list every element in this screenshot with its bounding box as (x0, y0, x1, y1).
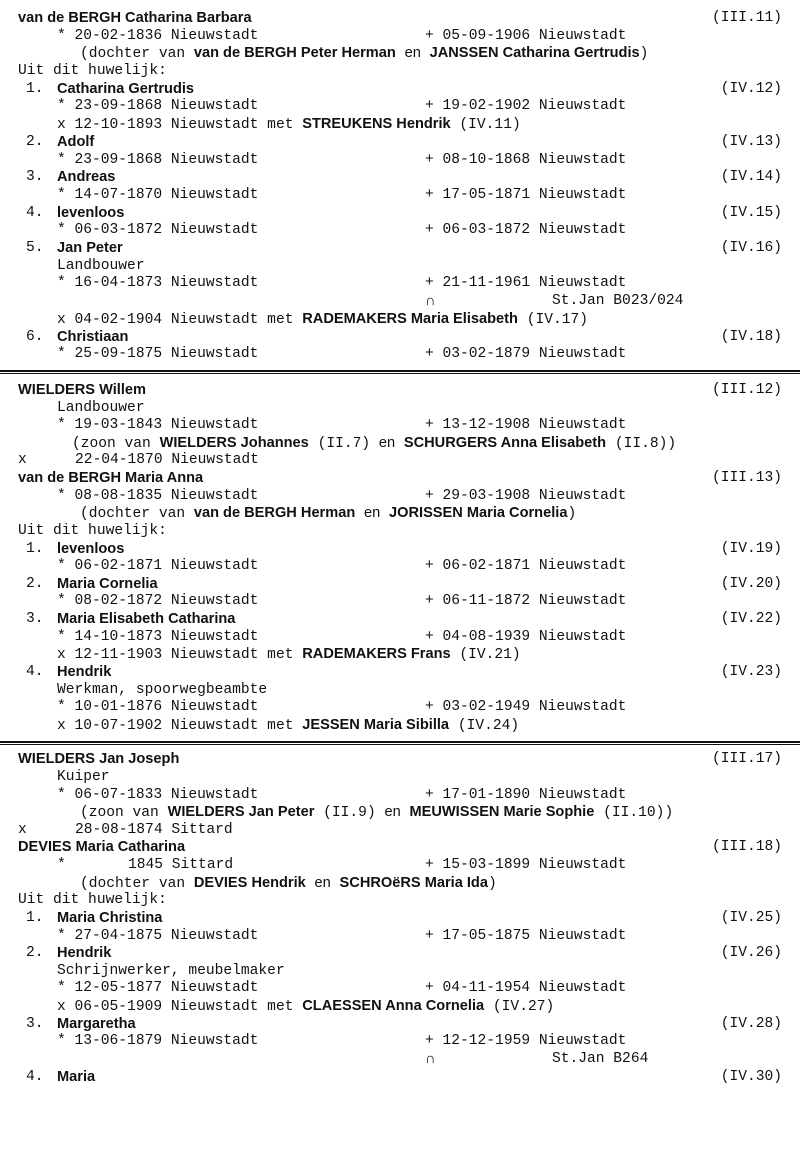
birth-death-row: * 23-09-1868 Nieuwstadt + 19-02-1902 Nieuwstadt (57, 98, 627, 114)
child-ref: (IV.26) (720, 945, 782, 961)
child-name: Catharina Gertrudis (57, 81, 195, 97)
burial-row: ∩ St.Jan B264 (425, 1051, 649, 1067)
birth-death-row: * 14-10-1873 Nieuwstadt + 04-08-1939 Nieuwstadt (57, 629, 627, 645)
child-ref: (IV.28) (720, 1016, 782, 1032)
birth-record: * 20-02-1836 Nieuwstadt (57, 28, 259, 44)
child-name: levenloos (57, 205, 125, 221)
occupation-row: Schrijnwerker, meubelmaker (57, 963, 285, 979)
child-row: 4. Maria (IV.30) (26, 1069, 782, 1085)
birth-death-row (0, 27, 800, 45)
child-row: 3. Maria Elisabeth Catharina (IV.22) (26, 611, 782, 627)
birth-death-row: * 1845 Sittard + 15-03-1899 Nieuwstadt (57, 857, 627, 873)
person-name: DEVIES Maria Catharina (18, 839, 186, 855)
person-ref: (III.13) (711, 470, 782, 486)
child-row: 2. Hendrik (IV.26) (26, 945, 782, 961)
child-row: 3. Margaretha (IV.28) (26, 1016, 782, 1032)
child-ref: (IV.18) (720, 329, 782, 345)
birth-death-row: * 27-04-1875 Nieuwstadt + 17-05-1875 Nieuwstadt (57, 928, 627, 944)
burial-row: ∩ St.Jan B023/024 (425, 293, 684, 309)
child-name: Andreas (57, 169, 116, 185)
child-row: 1. Maria Christina (IV.25) (26, 910, 782, 926)
child-ref: (IV.14) (720, 169, 782, 185)
family-head-row (0, 381, 800, 399)
child-row: 2. Adolf (IV.13) (26, 134, 782, 150)
child-name: Maria Christina (57, 910, 163, 926)
person-ref: (III.11) (711, 10, 782, 26)
child-row: 1. levenloos (IV.19) (26, 541, 782, 557)
child-row: 2. Maria Cornelia (IV.20) (26, 576, 782, 592)
occupation-row: Landbouwer (57, 400, 145, 416)
person-ref: (III.18) (711, 839, 782, 855)
birth-death-row: * 06-03-1872 Nieuwstadt + 06-03-1872 Nieuwstadt (57, 222, 627, 238)
marriage-row: x 12-11-1903 Nieuwstadt met RADEMAKERS Frans (IV.21) (57, 646, 521, 663)
children-header: Uit dit huwelijk: (18, 523, 167, 539)
child-row: 4. Hendrik (IV.23) (26, 664, 782, 680)
occupation-row: Landbouwer (57, 258, 145, 274)
child-ref: (IV.23) (720, 664, 782, 680)
birth-death-row: * 23-09-1868 Nieuwstadt + 08-10-1868 Nieuwstadt (57, 152, 627, 168)
parents-row: (zoon van WIELDERS Jan Peter (II.9) en MEUWISSEN Marie Sophie (II.10)) (80, 804, 674, 821)
family-head-row (0, 9, 800, 27)
child-row: 3. Andreas (IV.14) (26, 169, 782, 185)
child-name: Hendrik (57, 945, 112, 961)
parents-row (0, 44, 800, 62)
birth-death-row: * 08-02-1872 Nieuwstadt + 06-11-1872 Nieuwstadt (57, 593, 627, 609)
marriage-row: x 06-05-1909 Nieuwstadt met CLAESSEN Anna Cornelia (IV.27) (57, 998, 555, 1015)
death-record: + 05-09-1906 Nieuwstadt (425, 28, 627, 44)
children-header: Uit dit huwelijk: (18, 63, 167, 79)
family-head-row (0, 750, 800, 768)
birth-death-row: * 13-06-1879 Nieuwstadt + 12-12-1959 Nieuwstadt (57, 1033, 627, 1049)
child-row: 6. Christiaan (IV.18) (26, 329, 782, 345)
parents-row: (zoon van WIELDERS Johannes (II.7) en SCHURGERS Anna Elisabeth (II.8)) (72, 435, 677, 452)
person-name: WIELDERS Willem (18, 382, 146, 398)
child-name: Margaretha (57, 1016, 136, 1032)
parents-line: (dochter van van de BERGH Peter Herman en JANSSEN Catharina Gertrudis) (80, 45, 649, 62)
family-separator (0, 370, 800, 374)
child-name: Maria (57, 1069, 96, 1085)
person-name: WIELDERS Jan Joseph (18, 751, 180, 767)
child-name: Maria Elisabeth Catharina (57, 611, 236, 627)
marriage-row: x 10-07-1902 Nieuwstadt met JESSEN Maria Sibilla (IV.24) (57, 717, 520, 734)
child-ref: (IV.22) (720, 611, 782, 627)
birth-death-row: * 06-07-1833 Nieuwstadt + 17-01-1890 Nieuwstadt (57, 787, 627, 803)
child-ref: (IV.20) (720, 576, 782, 592)
occupation-row: Werkman, spoorwegbeambte (57, 682, 268, 698)
birth-death-row: * 06-02-1871 Nieuwstadt + 06-02-1871 Nieuwstadt (57, 558, 627, 574)
child-row: 5. Jan Peter (IV.16) (26, 240, 782, 256)
child-name: Jan Peter (57, 240, 123, 256)
birth-death-row: * 16-04-1873 Nieuwstadt + 21-11-1961 Nieuwstadt (57, 275, 627, 291)
birth-death-row: * 25-09-1875 Nieuwstadt + 03-02-1879 Nieuwstadt (57, 346, 627, 362)
child-ref: (IV.19) (720, 541, 782, 557)
child-ref: (IV.25) (720, 910, 782, 926)
person-name: van de BERGH Maria Anna (18, 470, 204, 486)
child-name: Adolf (57, 134, 95, 150)
spouse-head-row (0, 838, 800, 856)
birth-death-row: * 19-03-1843 Nieuwstadt + 13-12-1908 Nieuwstadt (57, 417, 627, 433)
person-name: van de BERGH Catharina Barbara (18, 10, 252, 26)
burial-icon: ∩ (425, 1051, 436, 1067)
parents-row: (dochter van van de BERGH Herman en JORISSEN Maria Cornelia) (80, 505, 577, 522)
family-separator (0, 741, 800, 745)
burial-icon: ∩ (425, 293, 436, 309)
marriage-row: x 04-02-1904 Nieuwstadt met RADEMAKERS Maria Elisabeth (IV.17) (57, 311, 589, 328)
birth-death-row: * 10-01-1876 Nieuwstadt + 03-02-1949 Nieuwstadt (57, 699, 627, 715)
child-ref: (IV.15) (720, 205, 782, 221)
birth-death-row: * 14-07-1870 Nieuwstadt + 17-05-1871 Nieuwstadt (57, 187, 627, 203)
marriage-row: x 22-04-1870 Nieuwstadt (18, 452, 259, 468)
child-ref: (IV.30) (720, 1069, 782, 1085)
parents-row: (dochter van DEVIES Hendrik en SCHROëRS Maria Ida) (80, 875, 497, 892)
child-name: Christiaan (57, 329, 129, 345)
child-ref: (IV.16) (720, 240, 782, 256)
child-name: Maria Cornelia (57, 576, 158, 592)
person-ref: (III.12) (711, 382, 782, 398)
child-name: Hendrik (57, 664, 112, 680)
child-row: 4. levenloos (IV.15) (26, 205, 782, 221)
children-header: Uit dit huwelijk: (18, 892, 167, 908)
birth-death-row: * 08-08-1835 Nieuwstadt + 29-03-1908 Nieuwstadt (57, 488, 627, 504)
marriage-row: x 12-10-1893 Nieuwstadt met STREUKENS Hendrik (IV.11) (57, 116, 521, 133)
child-ref: (IV.13) (720, 134, 782, 150)
marriage-row: x 28-08-1874 Sittard (18, 822, 233, 838)
child-row: 1. Catharina Gertrudis (IV.12) (26, 81, 782, 97)
person-ref: (III.17) (711, 751, 782, 767)
child-ref: (IV.12) (720, 81, 782, 97)
spouse-head-row (0, 469, 800, 487)
occupation-row: Kuiper (57, 769, 110, 785)
birth-death-row: * 12-05-1877 Nieuwstadt + 04-11-1954 Nieuwstadt (57, 980, 627, 996)
child-name: levenloos (57, 541, 125, 557)
